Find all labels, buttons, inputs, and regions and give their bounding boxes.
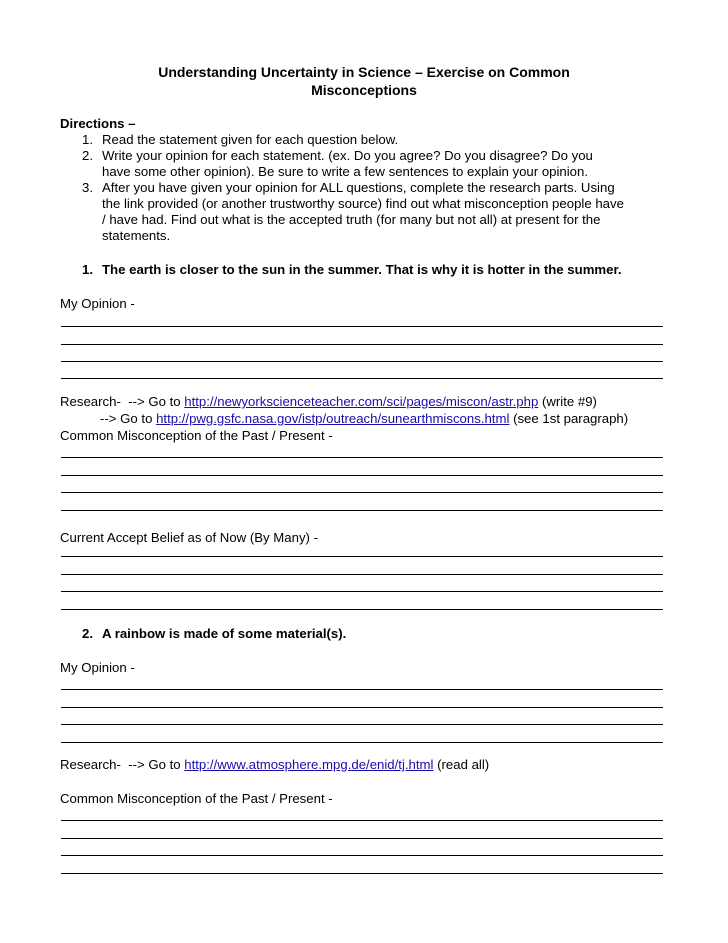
misconception-label: Common Misconception of the Past / Present - [60, 791, 333, 806]
answer-line[interactable] [61, 609, 663, 610]
page-title-line-2: Misconceptions [311, 82, 417, 98]
research-link[interactable]: http://www.atmosphere.mpg.de/enid/tj.html [184, 757, 434, 772]
answer-line[interactable] [61, 742, 663, 743]
current-belief-label: Current Accept Belief as of Now (By Many) - [60, 530, 318, 545]
question-2-statement [82, 626, 346, 642]
answer-line[interactable] [61, 326, 663, 327]
question-text: The earth is closer to the sun in the summer. That is why it is hotter in the summer. [102, 262, 622, 277]
research-note: (write #9) [538, 394, 597, 409]
direction-number: 1. [82, 132, 93, 147]
answer-line[interactable] [61, 457, 663, 458]
question-number: 2. [82, 626, 93, 641]
direction-item-1 [82, 132, 398, 148]
direction-text: have some other opinion). Be sure to write a few sentences to explain your opinion. [102, 164, 589, 179]
research-label: Research- [60, 394, 121, 409]
research-link[interactable]: http://newyorkscienceteacher.com/sci/pages/miscon/astr.php [184, 394, 539, 409]
answer-line[interactable] [61, 344, 663, 345]
direction-number: 2. [82, 148, 93, 163]
direction-item-3 [82, 180, 615, 196]
direction-number: 3. [82, 180, 93, 195]
direction-text: After you have given your opinion for ALL questions, complete the research parts. Using [102, 180, 615, 195]
opinion-label: My Opinion - [60, 660, 135, 675]
answer-line[interactable] [61, 492, 663, 493]
answer-line[interactable] [61, 378, 663, 379]
direction-text: Write your opinion for each statement. (ex. Do you agree? Do you disagree? Do you [102, 148, 593, 163]
answer-line[interactable] [61, 707, 663, 708]
research-note: (see 1st paragraph) [509, 411, 629, 426]
answer-line[interactable] [61, 724, 663, 725]
answer-line[interactable] [61, 689, 663, 690]
opinion-label: My Opinion - [60, 296, 135, 311]
directions-heading: Directions – [60, 116, 136, 131]
research-note: (read all) [433, 757, 490, 772]
answer-line[interactable] [61, 574, 663, 575]
research-row-1 [60, 757, 489, 773]
research-row-2 [100, 411, 628, 427]
answer-line[interactable] [61, 361, 663, 362]
direction-text: / have had. Find out what is the accepted truth (for many but not all) at present for the [102, 212, 601, 227]
question-1-statement [82, 262, 622, 278]
research-arrow: --> Go to [120, 394, 185, 409]
misconception-label: Common Misconception of the Past / Present - [60, 428, 333, 443]
page-title-line-1: Understanding Uncertainty in Science – Exercise on Common [158, 64, 570, 80]
research-row-1 [60, 394, 597, 410]
answer-line[interactable] [61, 873, 663, 874]
question-number: 1. [82, 262, 93, 277]
answer-line[interactable] [61, 855, 663, 856]
direction-item-2 [82, 148, 593, 164]
research-arrow: --> Go to [120, 757, 185, 772]
research-label: Research- [60, 757, 121, 772]
direction-text: Read the statement given for each question below. [102, 132, 399, 147]
answer-line[interactable] [61, 510, 663, 511]
answer-line[interactable] [61, 556, 663, 557]
answer-line[interactable] [61, 591, 663, 592]
answer-line[interactable] [61, 475, 663, 476]
answer-line[interactable] [61, 820, 663, 821]
research-arrow: --> Go to [100, 411, 157, 426]
answer-line[interactable] [61, 838, 663, 839]
direction-text: statements. [102, 228, 171, 243]
research-link[interactable]: http://pwg.gsfc.nasa.gov/istp/outreach/sunearthmiscons.html [156, 411, 510, 426]
question-text: A rainbow is made of some material(s). [102, 626, 347, 641]
direction-text: the link provided (or another trustworthy source) find out what misconception people have [102, 196, 624, 211]
